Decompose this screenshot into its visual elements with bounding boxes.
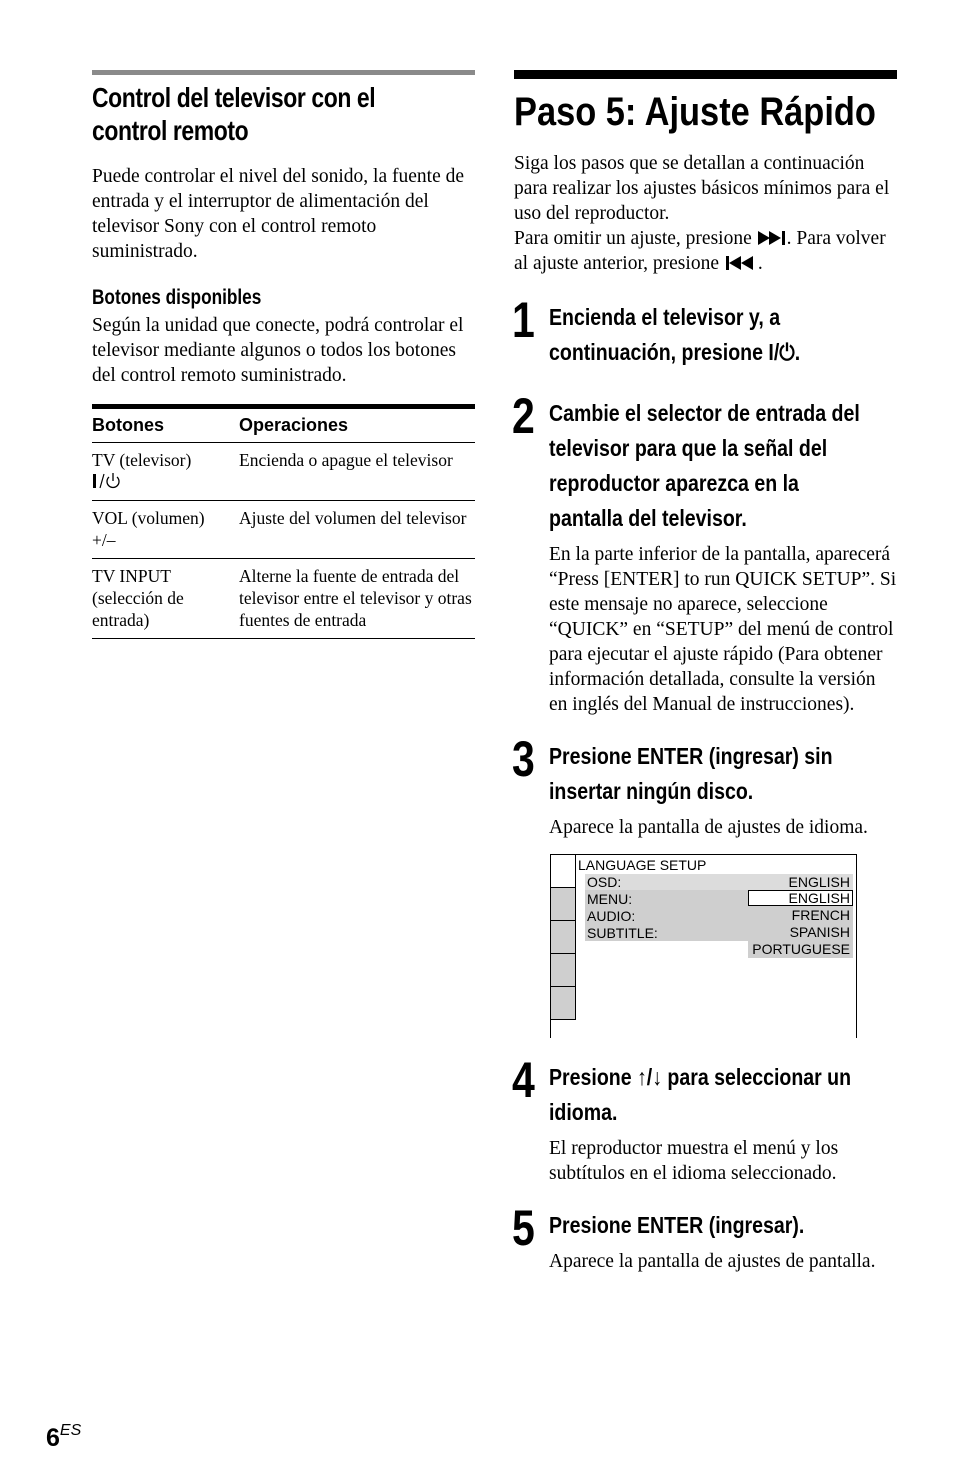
step-2 — [512, 388, 897, 717]
step-heading: Cambie el selector de entrada del televisor para que la señal del reproductor aparezca en la pantalla del televisor. — [549, 400, 860, 531]
step-5 — [512, 1200, 897, 1274]
item-osd: OSD: — [587, 874, 622, 890]
step-number: 1 — [512, 292, 535, 348]
subheading-intro: Según la unidad que conecte, podrá controlar el televisor mediante algunos o todos los botones del control remoto suministrado. — [92, 315, 464, 386]
table-row — [92, 559, 475, 639]
table-row — [92, 443, 475, 501]
section-heading: Control del televisor con el control remoto — [92, 82, 376, 146]
step-heading: Presione ↑/↓ para seleccionar un idioma. — [549, 1064, 852, 1125]
title-intro: Siga los pasos que se detallan a continuación para realizar los ajustes básicos mínimos para el uso del reproductor. Para omitir un ajuste, presione . Para volver al ajuste anterior, presione . — [514, 153, 890, 274]
step-heading: Presione ENTER (ingresar) sin insertar ningún disco. — [549, 743, 833, 804]
table-header-row — [92, 407, 475, 443]
language-setup-screen — [550, 854, 857, 1038]
section-rule — [92, 70, 475, 75]
next-track-icon — [757, 230, 787, 246]
item-audio[interactable]: AUDIO: — [587, 908, 636, 924]
step-body: Aparece la pantalla de ajustes de idioma. — [549, 817, 868, 838]
step-body: Aparece la pantalla de ajustes de pantalla. — [549, 1251, 876, 1272]
table-cell-operation: Alterne la fuente de entrada del televisor entre el televisor y otras fuentes de entrada — [239, 559, 475, 639]
table-cell-operation: Encienda o apague el televisor — [239, 443, 475, 501]
step-number: 3 — [512, 731, 535, 787]
col-header-buttons: Botones — [92, 407, 239, 443]
option-portuguese[interactable]: PORTUGUESE — [752, 941, 850, 957]
table-row — [92, 501, 475, 559]
option-spanish[interactable]: SPANISH — [789, 924, 850, 940]
left-column — [92, 70, 475, 639]
screen-title: LANGUAGE SETUP — [578, 857, 707, 873]
item-menu[interactable]: MENU: — [587, 891, 633, 907]
subheading: Botones disponibles — [92, 286, 262, 309]
step-number: 4 — [512, 1052, 535, 1108]
step-4 — [512, 1052, 897, 1186]
section-intro: Puede controlar el nivel del sonido, la fuente de entrada y el interruptor de alimentación del televisor Sony con el control remoto suministrado. — [92, 166, 465, 262]
title-rule — [514, 70, 897, 79]
step-heading: Encienda el televisor y, a continuación, presione I/⏻. — [549, 304, 801, 365]
previous-track-icon — [724, 255, 758, 271]
screen-sidebar — [551, 855, 575, 1020]
item-subtitle[interactable]: SUBTITLE: — [587, 925, 658, 941]
step-body: En la parte inferior de la pantalla, aparecerá “Press [ENTER] to run QUICK SETUP”. Si este mensaje no aparece, seleccione “QUICK” en “SETUP” del menú de control para ejecutar el ajuste rápido (Para obtener información detallada, consulte la versión en inglés del Manual de instrucciones). — [549, 544, 897, 715]
operations-table — [92, 404, 475, 639]
power-icon — [92, 472, 122, 490]
page-title: Paso 5: Ajuste Rápido — [514, 90, 876, 134]
step-heading: Presione ENTER (ingresar). — [549, 1212, 805, 1238]
table-cell-button: TV (televisor) — [92, 443, 239, 501]
option-english[interactable]: ENGLISH — [788, 890, 850, 906]
col-header-operations: Operaciones — [239, 407, 475, 443]
page-number: $6^{ES}$ — [46, 1422, 82, 1452]
step-number: 5 — [512, 1200, 535, 1256]
step-1 — [512, 292, 897, 370]
osd-value: ENGLISH — [788, 874, 850, 890]
step-number: 2 — [512, 388, 535, 444]
table-cell-button: VOL (volumen) +/– — [92, 501, 239, 559]
right-column — [514, 70, 897, 1274]
option-french[interactable]: FRENCH — [791, 907, 850, 923]
table-cell-operation: Ajuste del volumen del televisor — [239, 501, 475, 559]
table-cell-button: TV INPUT (selección de entrada) — [92, 559, 239, 639]
step-3 — [512, 731, 897, 1038]
step-body: El reproductor muestra el menú y los subtítulos en el idioma seleccionado. — [549, 1138, 839, 1184]
power-symbol — [92, 471, 239, 493]
